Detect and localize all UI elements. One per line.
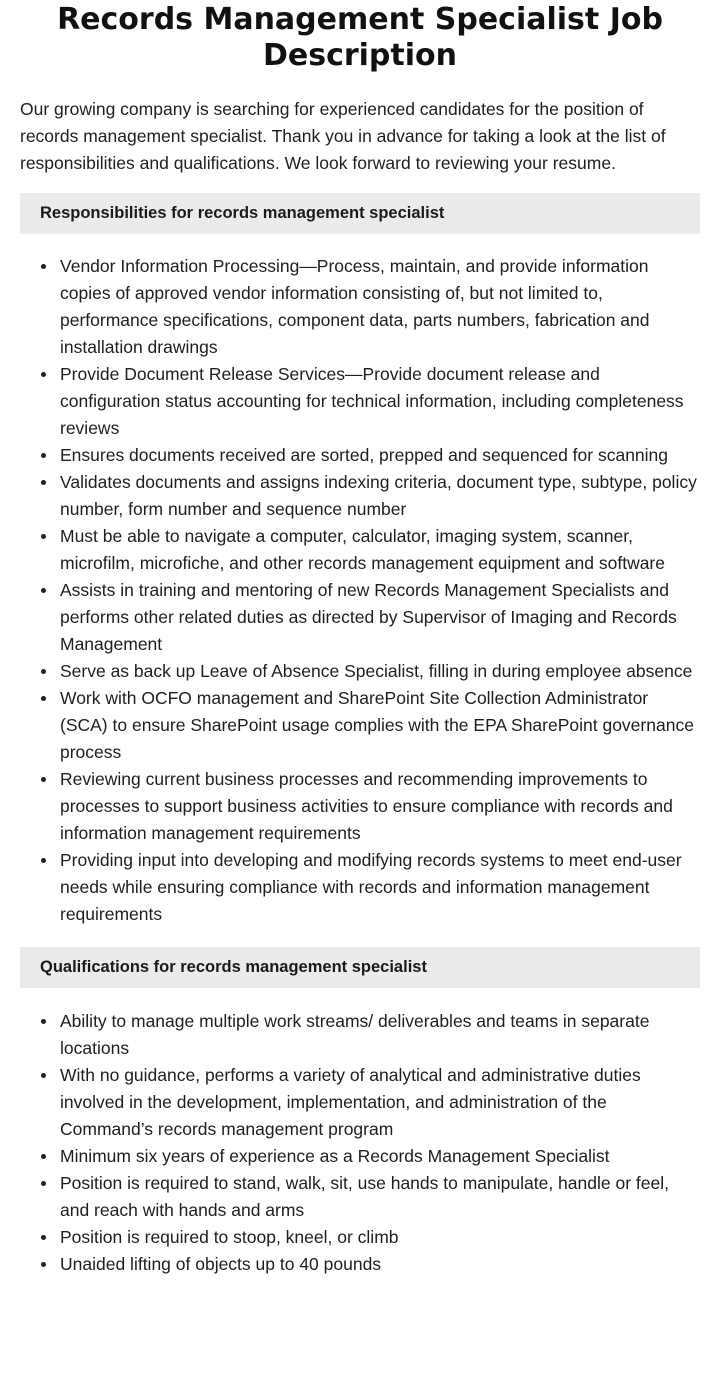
list-item: Provide Document Release Services—Provide document release and configuration status accounting for technical information, including completeness reviews — [60, 361, 700, 442]
list-item: Position is required to stand, walk, sit, use hands to manipulate, handle or feel, and reach with hands and arms — [60, 1170, 700, 1224]
list-item: Assists in training and mentoring of new Records Management Specialists and performs other related duties as directed by Supervisor of Imaging and Records Management — [60, 577, 700, 658]
list-item: Validates documents and assigns indexing criteria, document type, subtype, policy number, form number and sequence number — [60, 469, 700, 523]
list-item: Work with OCFO management and SharePoint Site Collection Administrator (SCA) to ensure SharePoint usage complies with the EPA SharePoint governance process — [60, 685, 700, 766]
list-item: Reviewing current business processes and recommending improvements to processes to support business activities to ensure compliance with records and information management requirements — [60, 766, 700, 847]
list-item: Unaided lifting of objects up to 40 pounds — [60, 1251, 700, 1278]
job-description-page — [0, 2, 720, 1278]
list-item: Ensures documents received are sorted, prepped and sequenced for scanning — [60, 442, 700, 469]
list-item: Vendor Information Processing—Process, maintain, and provide information copies of approved vendor information consisting of, but not limited to, performance specifications, component data, parts numbers, fabrication and installation drawings — [60, 253, 700, 361]
intro-paragraph: Our growing company is searching for experienced candidates for the position of records management specialist. Thank you in advance for taking a look at the list of responsibilities and qualifications. We look forward to reviewing your resume. — [20, 99, 666, 173]
list-item: Minimum six years of experience as a Records Management Specialist — [60, 1143, 700, 1170]
qualifications-list — [20, 1008, 700, 1278]
responsibilities-list — [20, 253, 700, 928]
page-title: Records Management Specialist Job Description — [57, 2, 663, 73]
qualifications-heading: Qualifications for records management specialist — [20, 947, 700, 988]
list-item: Ability to manage multiple work streams/ deliverables and teams in separate locations — [60, 1008, 700, 1062]
list-item: Position is required to stoop, kneel, or climb — [60, 1224, 700, 1251]
list-item: With no guidance, performs a variety of analytical and administrative duties involved in the development, implementation, and administration of the Command’s records management program — [60, 1062, 700, 1143]
list-item: Providing input into developing and modifying records systems to meet end-user needs while ensuring compliance with records and information management requirements — [60, 847, 700, 928]
list-item: Serve as back up Leave of Absence Specialist, filling in during employee absence — [60, 658, 700, 685]
list-item: Must be able to navigate a computer, calculator, imaging system, scanner, microfilm, microfiche, and other records management equipment and software — [60, 523, 700, 577]
responsibilities-heading: Responsibilities for records management specialist — [20, 193, 700, 234]
